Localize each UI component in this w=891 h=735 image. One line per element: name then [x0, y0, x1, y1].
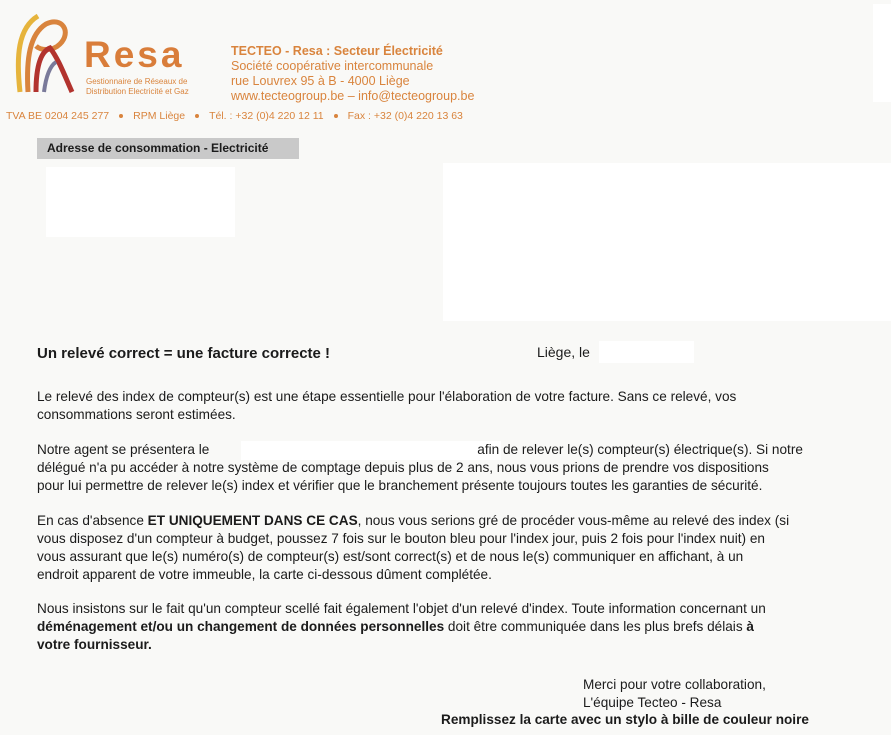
- resa-logo-icon: [6, 6, 76, 96]
- brand-name: Resa: [84, 34, 185, 75]
- paragraph-3: En cas d'absence ET UNIQUEMENT DANS CE CAS, nous vous serions gré de procéder vous-même au relevé des index (si vous disposez d'un compteur à budget, poussez 7 fois sur le bouton bleu pour l'index jour, puis 2 fois pour l'index nuit) en vous assurant que le(s) numéro(s) de compteur(s) est/sont correct(s) et de nous le(s) communiquer en affichant, à un endroit apparent de votre immeuble, la carte ci-dessous dûment complétée.: [37, 513, 790, 582]
- closing-thanks: Merci pour votre collaboration,: [583, 677, 766, 692]
- redacted-date: [599, 341, 694, 363]
- brand-tagline: Gestionnaire de Réseaux de Distribution Electricité et Gaz: [86, 77, 189, 96]
- company-info: [231, 44, 474, 104]
- company-type: Société coopérative intercommunale: [231, 59, 434, 73]
- company-contact: www.tecteogroup.be – info@tecteogroup.be: [231, 89, 475, 103]
- place-date: Liège, le: [537, 344, 590, 360]
- closing-instruction: Remplissez la carte avec un stylo à bille de couleur noire: [441, 712, 809, 727]
- paragraph-4: Nous insistons sur le fait qu'un compteur scellé fait également l'objet d'un relevé d'index. Toute information concernant un déménagement et/ou un changement de données personnelles doit être communiquée dans les plus brefs délais à votre fournisseur.: [37, 601, 766, 652]
- paragraph-1: Le relevé des index de compteur(s) est une étape essentielle pour l'élaboration de votre facture. Sans ce relevé, vos consommations seront estimées.: [37, 389, 737, 422]
- legal-line: TVA BE 0204 245 277 RPM Liège Tél. : +32 (0)4 220 12 11 Fax : +32 (0)4 220 13 63: [6, 110, 463, 122]
- redacted-top-right: [873, 4, 891, 102]
- company-name: TECTEO - Resa : Secteur Électricité: [231, 44, 443, 58]
- paragraph-2: Notre agent se présentera le afin de relever le(s) compteur(s) électrique(s). Si notre délégué n'a pu accéder à notre système de comptage depuis plus de 2 ans, nous vous prions de prendre vos dispositions pour lui permettre de relever le(s) index et vérifier que le branchement présente toujours toutes les garanties de sécurité.: [37, 442, 803, 493]
- redacted-address-block: [46, 167, 235, 237]
- address-label: Adresse de consommation - Electricité: [37, 138, 299, 159]
- closing-team: L'équipe Tecteo - Resa: [583, 695, 722, 710]
- page-heading: Un relevé correct = une facture correcte !: [37, 345, 331, 362]
- redacted-recipient-block: [443, 163, 891, 321]
- company-address: rue Louvrex 95 à B - 4000 Liège: [231, 74, 410, 88]
